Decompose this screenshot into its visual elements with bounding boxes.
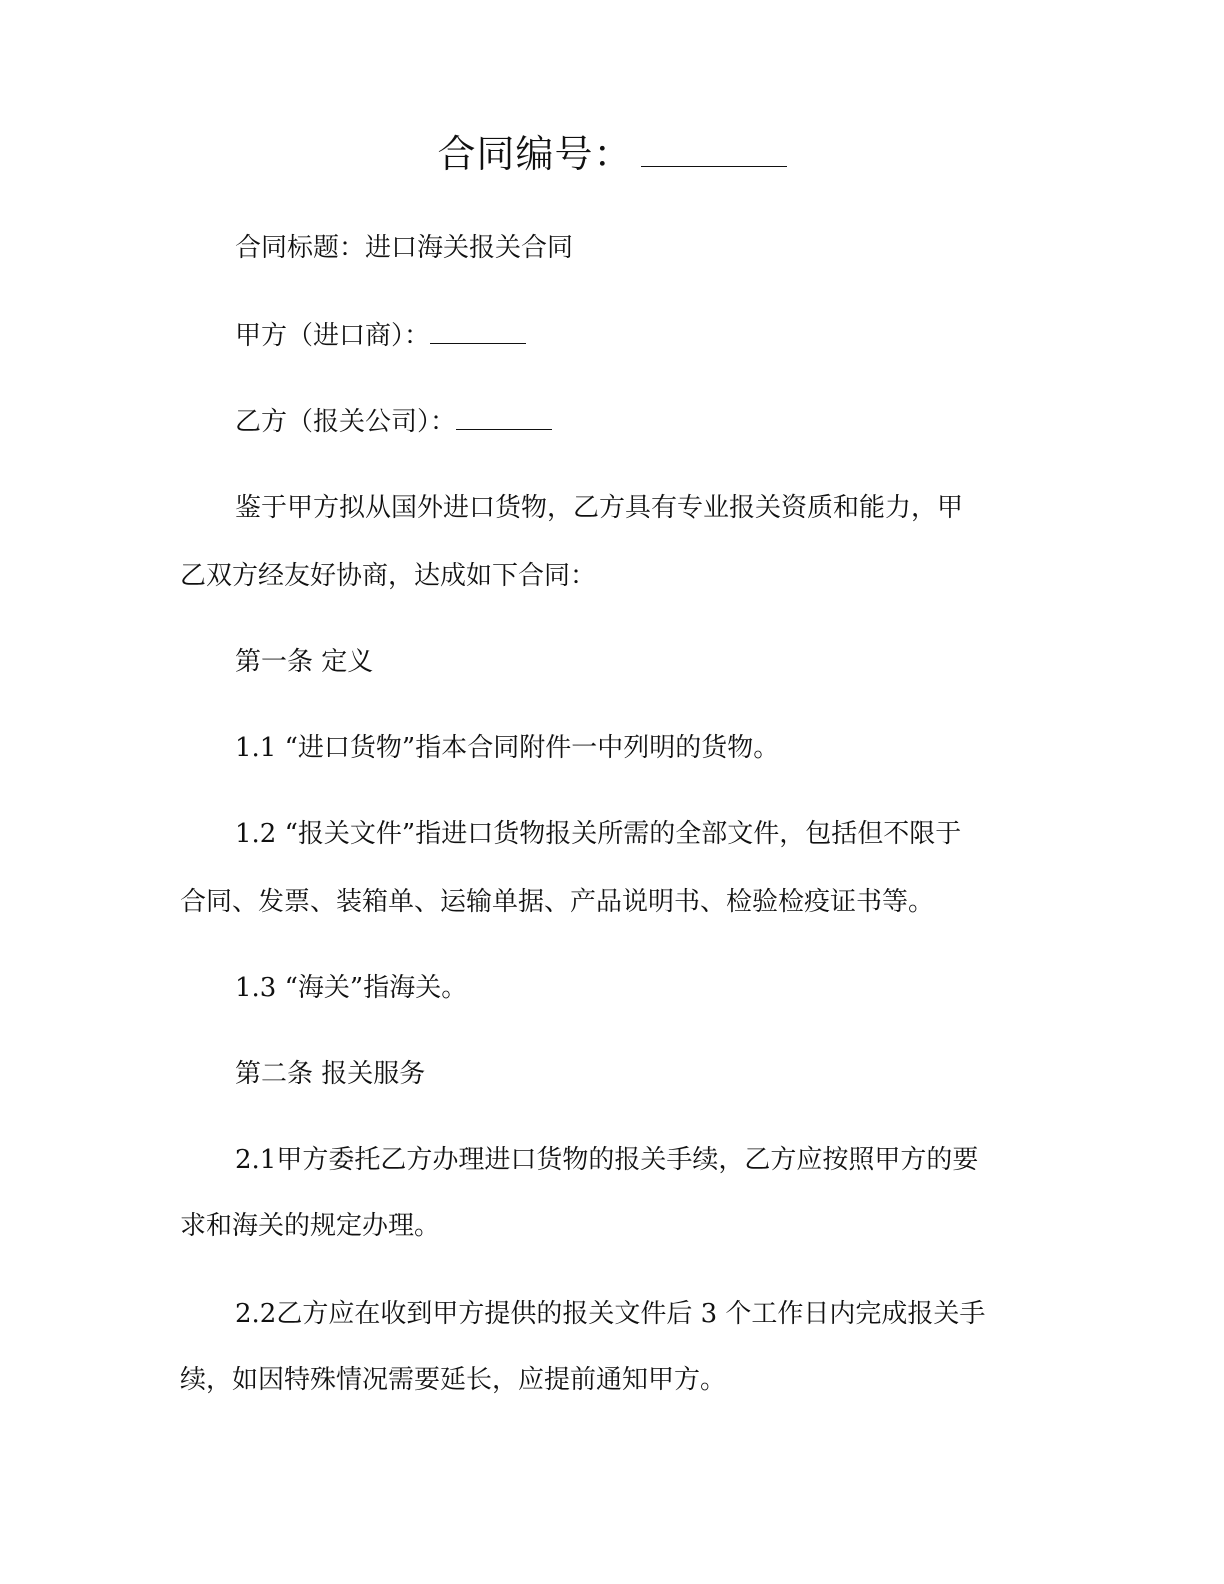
clause-2-1-text-1: 2.1甲方委托乙方办理进口货物的报关手续，乙方应按照甲方的要 bbox=[235, 1145, 979, 1175]
contract-number-blank bbox=[641, 166, 787, 167]
clause-2-2-line-2 bbox=[180, 1362, 726, 1398]
contract-number-label: 合同编号： bbox=[437, 132, 633, 176]
clause-2-2-line-1 bbox=[235, 1296, 985, 1332]
article-2-heading bbox=[235, 1056, 425, 1092]
intro-paragraph-line-2 bbox=[180, 558, 596, 594]
party-b-line bbox=[235, 404, 552, 440]
party-a-label: 甲方（进口商）： bbox=[235, 321, 431, 351]
article-1-heading bbox=[235, 644, 373, 680]
party-b-label: 乙方（报关公司）： bbox=[235, 407, 457, 437]
clause-1-3 bbox=[235, 970, 467, 1006]
intro-text-2: 乙双方经友好协商，达成如下合同： bbox=[180, 561, 597, 591]
article-1-heading-text: 第一条 定义 bbox=[235, 647, 374, 677]
clause-2-2-text-2: 续，如因特殊情况需要延长，应提前通知甲方。 bbox=[180, 1365, 727, 1395]
party-b-blank bbox=[456, 429, 552, 430]
party-a-line bbox=[235, 318, 526, 354]
clause-1-1 bbox=[235, 730, 779, 766]
intro-paragraph-line-1 bbox=[235, 490, 963, 526]
clause-1-2-line-2 bbox=[180, 884, 934, 920]
contract-title-line bbox=[235, 230, 573, 266]
clause-2-1-line-1 bbox=[235, 1142, 978, 1178]
clause-2-1-text-2: 求和海关的规定办理。 bbox=[180, 1211, 441, 1241]
clause-1-2-text-2: 合同、发票、装箱单、运输单据、产品说明书、检验检疫证书等。 bbox=[180, 887, 935, 917]
contract-title-text: 合同标题：进口海关报关合同 bbox=[235, 233, 574, 263]
intro-text-1: 鉴于甲方拟从国外进口货物，乙方具有专业报关资质和能力，甲 bbox=[235, 493, 964, 523]
clause-1-1-text: 1.1 “进口货物”指本合同附件一中列明的货物。 bbox=[235, 733, 780, 763]
contract-number-heading bbox=[0, 128, 1224, 180]
clause-1-2-text-1: 1.2 “报关文件”指进口货物报关所需的全部文件，包括但不限于 bbox=[235, 819, 962, 849]
article-2-heading-text: 第二条 报关服务 bbox=[235, 1059, 426, 1089]
party-a-blank bbox=[430, 343, 526, 344]
clause-2-1-line-2 bbox=[180, 1208, 440, 1244]
clause-2-2-text-1: 2.2乙方应在收到甲方提供的报关文件后 3 个工作日内完成报关手 bbox=[235, 1299, 986, 1329]
clause-1-2-line-1 bbox=[235, 816, 961, 852]
clause-1-3-text: 1.3 “海关”指海关。 bbox=[235, 973, 468, 1003]
